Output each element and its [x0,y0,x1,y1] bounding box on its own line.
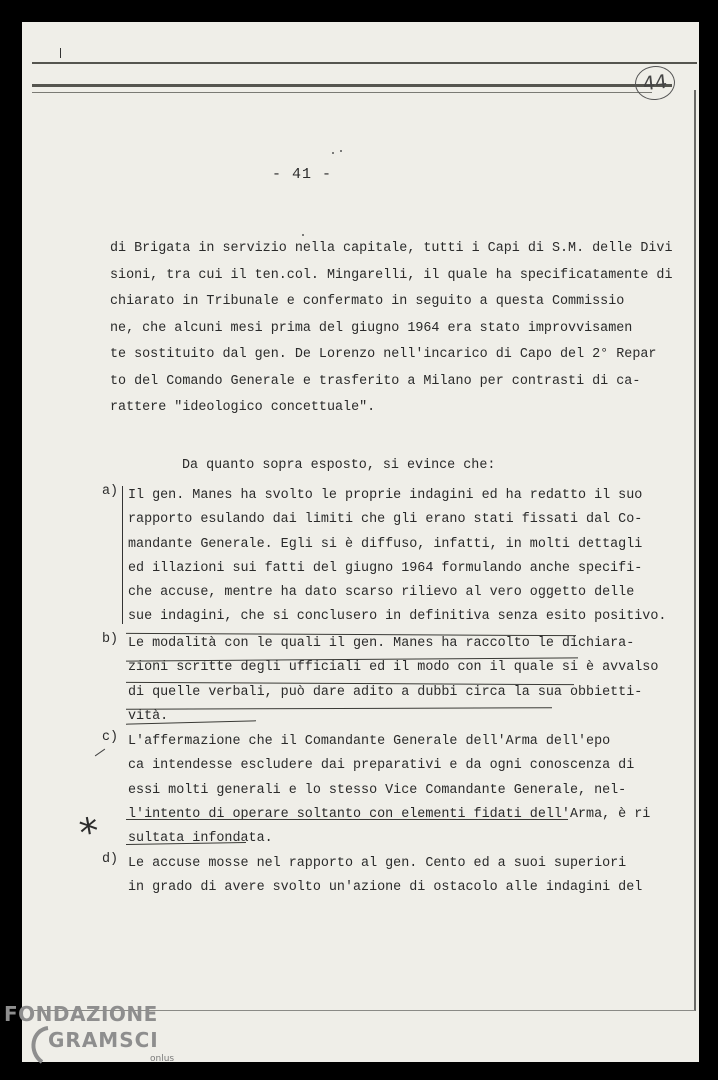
item-label: d) [102,852,119,867]
speck [332,152,334,154]
watermark-line3: onlus [150,1054,175,1064]
item-label: a) [102,484,119,499]
paragraph-line: te sostituito dal gen. De Lorenzo nell'incarico di Capo del 2° Repar [110,347,657,362]
item-line: ed illazioni sui fatti del giugno 1964 formulando anche specifi- [128,560,643,576]
paragraph-line: chiarato in Tribunale e confermato in seguito a questa Commissio [110,294,625,309]
item-label: b) [102,632,119,647]
item-line: ca intendesse escludere dai preparativi e da ogni conoscenza di [128,758,635,774]
paragraph-line: ne, che alcuni mesi prima del giugno 1964 era stato improvvisamen [110,320,633,336]
conclusions-intro: Da quanto sopra esposto, si evince che: [182,458,496,473]
item-line: mandante Generale. Egli si è diffuso, infatti, in molti dettagli [128,536,643,552]
archive-page-number: 44 [633,64,676,102]
item-label: c) [102,730,119,745]
paragraph-line: rattere "ideologico concettuale". [110,400,376,415]
list-item [92,730,666,852]
item-line: l'intento di operare soltanto con elementi fidati dell'Arma, è ri [128,806,651,822]
item-line: vità. [128,708,169,724]
handwritten-asterisk: * [76,808,103,856]
margin-tick [60,48,61,58]
item-line: Il gen. Manes ha svolto le proprie indagini ed ha redatto il suo [128,488,643,503]
page-number: - 41 - [272,166,333,183]
photocopy-rule-top [32,62,697,64]
paragraph-line: to del Comando Generale e trasferito a Milano per contrasti di ca- [110,373,641,389]
item-line: essi molti generali e lo stesso Vice Comandante Generale, nel- [128,782,627,798]
document-page [22,22,699,1062]
item-line: sultata infondata. [128,831,273,847]
opening-paragraph [110,236,673,422]
fondazione-gramsci-watermark [4,1002,184,1072]
photocopy-rule-middle [32,84,672,87]
paragraph-line: sioni, tra cui il ten.col. Mingarelli, il quale ha specificatamente di [110,267,673,283]
item-line: rapporto esulando dai limiti che gli erano stati fissati dal Co- [128,512,643,528]
item-line: Le modalità con le quali il gen. Manes ha raccolto le dichiara- [128,636,635,651]
list-item [92,632,666,730]
list-item [92,484,666,632]
item-line: in grado di avere svolto un'azione di ostacolo alle indagini del [128,880,643,896]
item-line: di quelle verbali, può dare adito a dubbi circa la sua obbietti- [128,684,643,700]
watermark-line1: FONDAZIONE [4,1002,158,1026]
item-line: sue indagini, che si conclusero in definitiva senza esito positivo. [128,609,667,625]
paragraph-line: di Brigata in servizio nella capitale, tutti i Capi di S.M. delle Divi [110,241,673,256]
item-line: zioni scritte degli ufficiali ed il modo con il quale si è avvalso [128,660,659,676]
item-line: che accuse, mentre ha dato scarso rilievo al vero oggetto delle [128,585,635,601]
underline-mark [126,819,568,820]
watermark-line2: GRAMSCI [48,1028,159,1052]
list-item [92,852,666,906]
item-line: Le accuse mosse nel rapporto al gen. Cento ed a suoi superiori [128,856,627,871]
speck [340,150,342,152]
item-line: L'affermazione che il Comandante Generale dell'Arma dell'epo [128,734,611,749]
